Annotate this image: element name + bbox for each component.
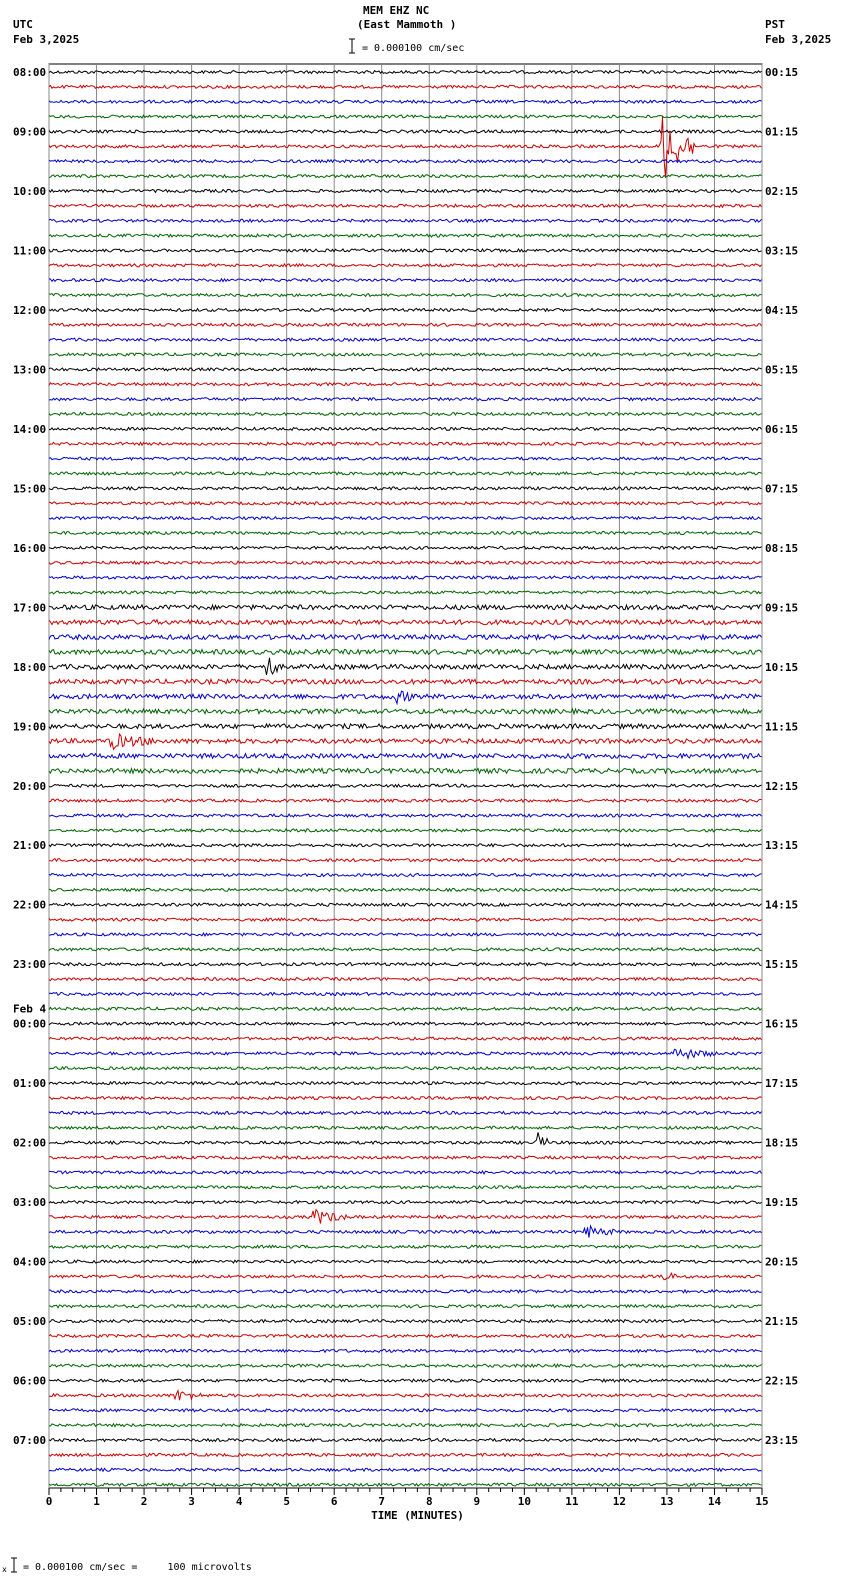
trace-row: [49, 1226, 762, 1238]
left-hour-label: 21:00: [13, 839, 47, 853]
right-hour-label: 10:15: [765, 660, 799, 674]
trace-row: [49, 724, 762, 729]
trace-row: [49, 413, 762, 416]
trace-row: [49, 591, 762, 594]
trace-row: [49, 264, 762, 267]
x-tick-label: 0: [45, 1495, 53, 1508]
right-timezone: PST: [765, 18, 785, 31]
trace-row: [49, 1305, 762, 1308]
right-hour-label: 11:15: [765, 720, 799, 734]
trace-row: [49, 1409, 762, 1412]
trace-row: [49, 1483, 762, 1486]
left-hour-label: 19:00: [13, 720, 47, 734]
trace-row: [49, 992, 762, 995]
left-hour-label: 07:00: [13, 1434, 47, 1448]
trace-row: [49, 502, 762, 505]
trace-row: [49, 234, 762, 237]
trace-row: [49, 933, 762, 936]
trace-row: [49, 1156, 762, 1159]
station-location: (East Mammoth ): [357, 18, 457, 31]
trace-row: [49, 978, 762, 981]
trace-row: [49, 844, 762, 847]
trace-row: [49, 709, 762, 714]
left-hour-label: 16:00: [13, 541, 47, 555]
x-tick-label: 4: [235, 1495, 243, 1508]
trace-row: [49, 1468, 762, 1471]
trace-row: [49, 1201, 762, 1204]
trace-row: [49, 679, 762, 684]
scale-text: = 0.000100 cm/sec: [362, 43, 465, 54]
right-hour-label: 04:15: [765, 303, 799, 317]
trace-row: [49, 754, 762, 759]
trace-row: [49, 1335, 762, 1338]
right-hour-label: 08:15: [765, 541, 799, 555]
left-hour-label: 06:00: [13, 1374, 47, 1388]
left-hour-label: 22:00: [13, 898, 47, 912]
trace-row: [49, 1290, 762, 1293]
trace-row: [49, 546, 762, 549]
trace-row: [49, 888, 762, 891]
trace-row: [49, 874, 762, 877]
trace-row: [49, 338, 762, 341]
trace-row: [49, 903, 762, 906]
right-hour-label: 01:15: [765, 125, 799, 139]
trace-row: [49, 734, 762, 749]
left-hour-label: 18:00: [13, 660, 47, 674]
trace-row: [49, 517, 762, 520]
trace-row: [49, 769, 762, 774]
right-hour-label: 06:15: [765, 422, 799, 436]
left-hour-label: 08:00: [13, 66, 47, 79]
trace-row: [49, 115, 762, 118]
right-date: Feb 3,2025: [765, 33, 832, 46]
trace-row: [49, 1049, 762, 1058]
trace-row: [49, 472, 762, 475]
right-hour-label: 17:15: [765, 1077, 799, 1091]
x-tick-label: 2: [140, 1495, 148, 1508]
trace-row: [49, 1349, 762, 1352]
trace-row: [49, 620, 762, 625]
trace-row: [49, 1111, 762, 1114]
trace-row: [49, 1364, 762, 1367]
x-axis-label: TIME (MINUTES): [371, 1509, 464, 1522]
trace-row: [49, 784, 762, 787]
trace-row: [49, 323, 762, 326]
trace-row: [49, 1022, 762, 1025]
x-tick-label: 12: [612, 1495, 627, 1508]
left-hour-label: 03:00: [13, 1196, 47, 1210]
trace-row: [49, 398, 762, 401]
trace-row: [49, 130, 762, 133]
x-tick-label: 14: [707, 1495, 722, 1508]
trace-row: [49, 1097, 762, 1100]
right-hour-label: 15:15: [765, 958, 799, 972]
left-hour-label: 09:00: [13, 125, 47, 139]
trace-row: [49, 175, 762, 178]
right-hour-label: 00:15: [765, 66, 799, 79]
trace-row: [49, 532, 762, 535]
right-hour-label: 21:15: [765, 1315, 799, 1329]
trace-row: [49, 353, 762, 356]
trace-row: [49, 1037, 762, 1040]
trace-row: [49, 691, 762, 703]
right-hour-label: 03:15: [765, 244, 799, 258]
left-hour-label: 00:00: [13, 1017, 47, 1031]
left-hour-label: 23:00: [13, 958, 47, 972]
left-hour-label: 12:00: [13, 303, 47, 317]
trace-row: [49, 1320, 762, 1323]
trace-row: [49, 249, 762, 252]
trace-row: [49, 1132, 762, 1144]
right-hour-label: 16:15: [765, 1017, 799, 1031]
left-hour-label: 15:00: [13, 482, 47, 496]
trace-row: [49, 918, 762, 921]
trace-row: [49, 1273, 762, 1280]
left-hour-label: 20:00: [13, 779, 47, 793]
trace-row: [49, 1210, 762, 1224]
left-hour-label: 13:00: [13, 363, 47, 377]
trace-row: [49, 635, 762, 640]
trace-row: [49, 1260, 762, 1263]
left-hour-label: 14:00: [13, 422, 47, 436]
trace-row: [49, 1245, 762, 1248]
x-tick-label: 1: [93, 1495, 100, 1508]
left-date: Feb 3,2025: [13, 33, 80, 46]
plot-frame: [49, 64, 762, 1488]
left-hour-label: 04:00: [13, 1255, 47, 1269]
trace-row: [49, 279, 762, 282]
footer-prefix: x: [2, 1565, 7, 1574]
right-hour-label: 09:15: [765, 601, 799, 615]
trace-row: [49, 71, 762, 74]
trace-row: [49, 160, 762, 163]
trace-row: [49, 576, 762, 579]
left-hour-label: 17:00: [13, 601, 47, 615]
left-hour-label: 11:00: [13, 244, 47, 258]
trace-row: [49, 1171, 762, 1174]
trace-row: [49, 487, 762, 490]
footer-scale-text: = 0.000100 cm/sec = 100 microvolts: [23, 1562, 252, 1573]
trace-row: [49, 605, 762, 610]
left-hour-label: 05:00: [13, 1315, 47, 1329]
trace-row: [49, 1186, 762, 1189]
right-hour-label: 05:15: [765, 363, 799, 377]
right-hour-label: 19:15: [765, 1196, 799, 1210]
x-tick-label: 9: [473, 1495, 481, 1508]
trace-row: [49, 561, 762, 564]
trace-row: [49, 1439, 762, 1442]
trace-row: [49, 294, 762, 297]
right-hour-label: 14:15: [765, 898, 799, 912]
trace-row: [49, 368, 762, 371]
trace-row: [49, 100, 762, 103]
trace-row: [49, 650, 762, 655]
left-hour-label: 01:00: [13, 1077, 47, 1091]
right-hour-label: 12:15: [765, 779, 799, 793]
trace-row: [49, 829, 762, 832]
trace-row: [49, 442, 762, 445]
trace-row: [49, 859, 762, 862]
trace-row: [49, 814, 762, 817]
x-tick-label: 8: [425, 1495, 433, 1508]
trace-row: [49, 1391, 762, 1401]
x-tick-label: 13: [660, 1495, 674, 1508]
right-hour-label: 20:15: [765, 1255, 799, 1269]
x-tick-label: 11: [565, 1495, 579, 1508]
left-timezone: UTC: [13, 18, 33, 31]
trace-row: [49, 85, 762, 88]
trace-row: [49, 117, 762, 178]
x-tick-label: 10: [517, 1495, 531, 1508]
trace-row: [49, 1067, 762, 1070]
trace-row: [49, 1379, 762, 1382]
x-tick-label: 3: [188, 1495, 195, 1508]
x-tick-label: 15: [755, 1495, 769, 1508]
footer-scale-bar-icon: [9, 1557, 19, 1573]
trace-row: [49, 1082, 762, 1085]
right-hour-label: 02:15: [765, 184, 799, 198]
x-tick-label: 5: [283, 1495, 290, 1508]
trace-row: [49, 1007, 762, 1010]
right-hour-label: 07:15: [765, 482, 799, 496]
day-marker-label: Feb 4: [13, 1002, 47, 1016]
trace-row: [49, 658, 762, 675]
trace-row: [49, 427, 762, 430]
right-hour-label: 22:15: [765, 1374, 799, 1388]
x-tick-label: 7: [378, 1495, 386, 1508]
trace-row: [49, 190, 762, 193]
trace-row: [49, 1453, 762, 1456]
trace-row: [49, 1424, 762, 1427]
trace-row: [49, 219, 762, 222]
left-hour-label: 02:00: [13, 1136, 47, 1150]
trace-row: [49, 308, 762, 311]
right-hour-label: 18:15: [765, 1136, 799, 1150]
station-title: MEM EHZ NC: [363, 4, 430, 17]
left-hour-label: 10:00: [13, 184, 47, 198]
right-hour-label: 13:15: [765, 839, 799, 853]
trace-row: [49, 457, 762, 460]
trace-row: [49, 204, 762, 207]
trace-row: [49, 799, 762, 802]
trace-row: [49, 383, 762, 386]
trace-row: [49, 948, 762, 951]
x-tick-label: 6: [330, 1495, 338, 1508]
trace-row: [49, 963, 762, 966]
right-hour-label: 23:15: [765, 1434, 799, 1448]
trace-row: [49, 1126, 762, 1129]
